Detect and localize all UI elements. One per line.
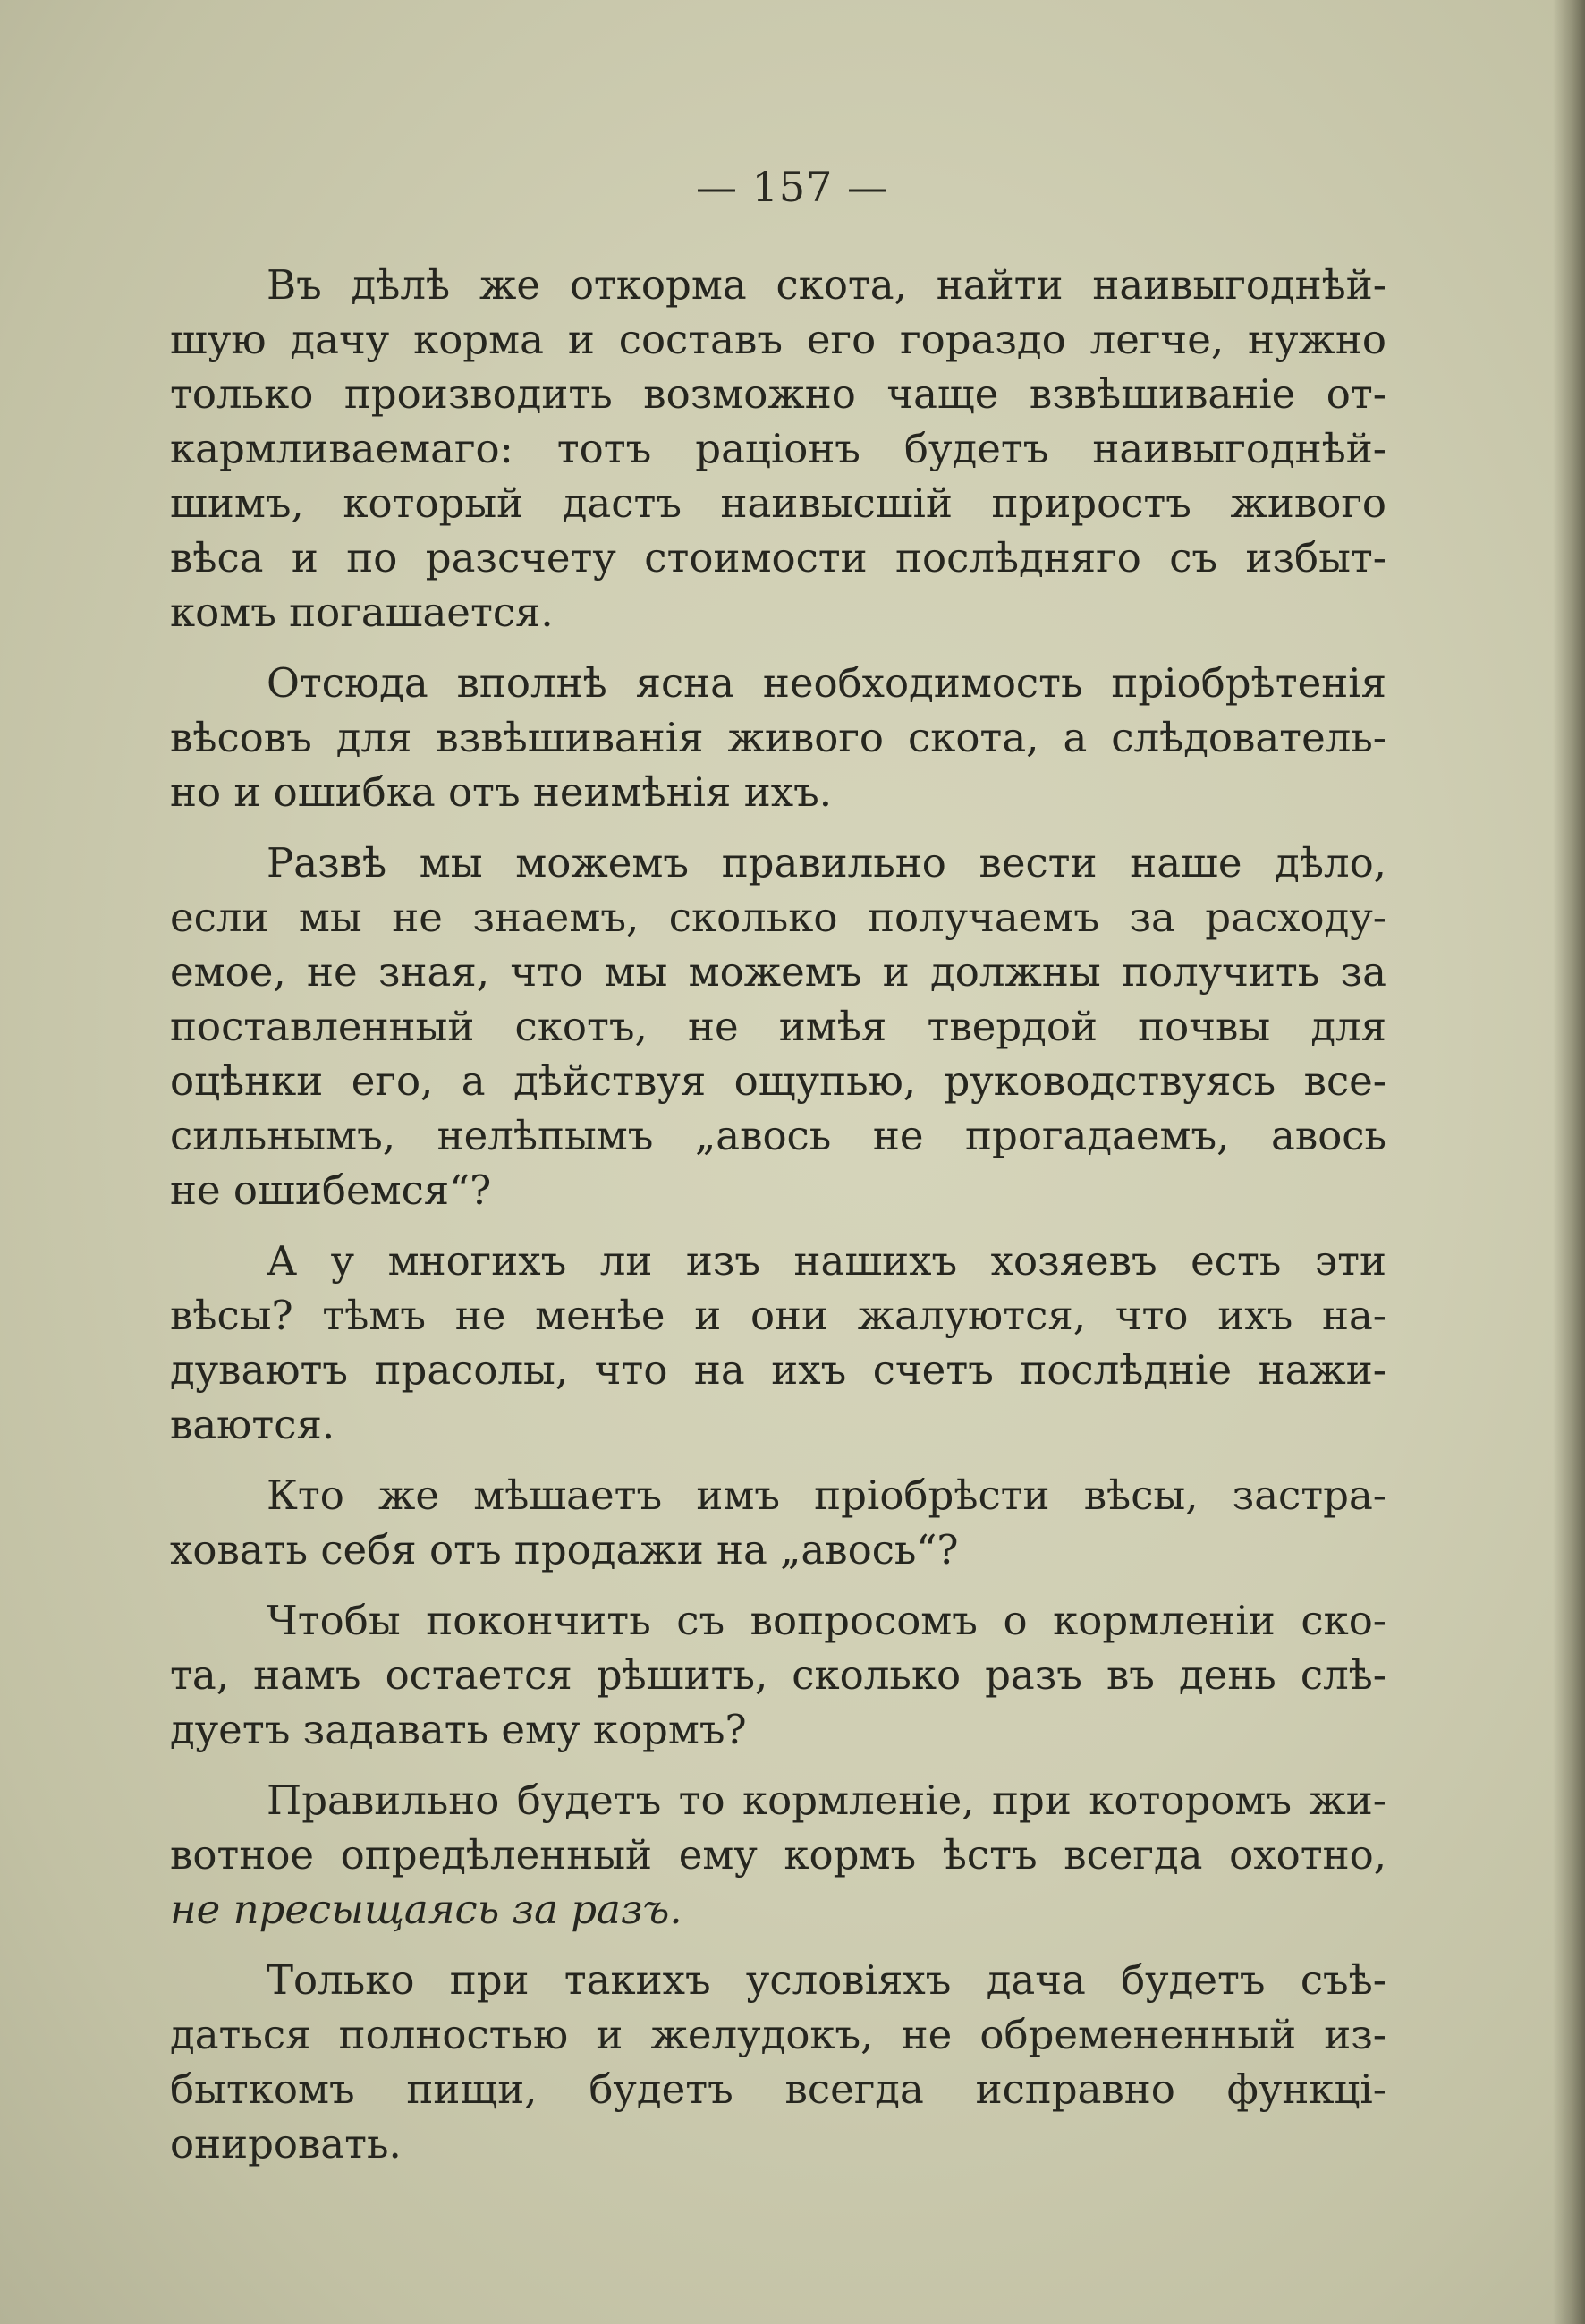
paragraph: [170, 1773, 1386, 1937]
text-line: онировать.: [170, 2120, 402, 2167]
text-line: А у многихъ ли изъ нашихъ хозяевъ есть эти: [267, 1237, 1386, 1285]
paragraph: [170, 1468, 1386, 1577]
text-line: если мы не знаемъ, сколько получаемъ за расходу-: [170, 894, 1386, 941]
text-line: вѣса и по разсчету стоимости послѣдняго съ избыт-: [170, 534, 1386, 581]
paragraph: [170, 1953, 1386, 2171]
text-line: вотное опредѣленный ему кормъ ѣстъ всегда охотно,: [170, 1831, 1386, 1879]
text-line: ваются.: [170, 1401, 335, 1448]
text-line: поставленный скотъ, не имѣя твердой почвы для: [170, 1003, 1386, 1050]
text-line: комъ погашается.: [170, 589, 554, 636]
paragraph: [170, 1593, 1386, 1757]
text-line: Чтобы покончить съ вопросомъ о кормленіи ско-: [267, 1597, 1386, 1644]
paragraph: [170, 656, 1386, 819]
text-line: быткомъ пищи, будетъ всегда исправно функці-: [170, 2065, 1386, 2113]
text-line: емое, не зная, что мы можемъ и должны получить за: [170, 948, 1386, 996]
text-line: кармливаемаго: тотъ раціонъ будетъ наивыгоднѣй-: [170, 425, 1386, 472]
text-line: оцѣнки его, а дѣйствуя ощупью, руководствуясь все-: [170, 1057, 1386, 1105]
text-line: Только при такихъ условіяхъ дача будетъ съѣ-: [267, 1956, 1386, 2004]
text-line: не пресыщаясь за разъ.: [170, 1886, 682, 1933]
paragraph: [170, 258, 1386, 640]
text-line: шимъ, который дастъ наивысшій приростъ живого: [170, 479, 1386, 527]
text-line: шую дачу корма и составъ его гораздо легче, нужно: [170, 316, 1386, 363]
text-line: дуваютъ прасолы, что на ихъ счетъ послѣдніе нажи-: [170, 1346, 1386, 1394]
paragraph: [170, 835, 1386, 1217]
text-line: сильнымъ, нелѣпымъ „авось не прогадаемъ, авось: [170, 1112, 1386, 1159]
text-line: Правильно будетъ то кормленіе, при которомъ жи-: [267, 1777, 1386, 1824]
body-text: [170, 258, 1386, 2171]
text-line: даться полностью и желудокъ, не обремененный из-: [170, 2011, 1386, 2058]
text-line: не ошибемся“?: [170, 1166, 492, 1214]
text-line: Кто же мѣшаетъ имъ пріобрѣсти вѣсы, застра-: [267, 1472, 1386, 1519]
text-line: ховать себя отъ продажи на „авось“?: [170, 1526, 959, 1573]
text-line: дуетъ задавать ему кормъ?: [170, 1706, 747, 1753]
text-line: та, намъ остается рѣшить, сколько разъ въ день слѣ-: [170, 1651, 1386, 1699]
text-line: Развѣ мы можемъ правильно вести наше дѣло,: [267, 839, 1386, 886]
text-line: только производить возможно чаще взвѣшиваніе от-: [170, 370, 1386, 418]
text-line: вѣсы? тѣмъ не менѣе и они жалуются, что ихъ на-: [170, 1292, 1386, 1339]
text-line: Въ дѣлѣ же откорма скота, найти наивыгоднѣй-: [267, 261, 1386, 309]
page-edge-shadow: [1553, 0, 1585, 2324]
text-line: но и ошибка отъ неимѣнія ихъ.: [170, 768, 833, 816]
paragraph: [170, 1234, 1386, 1452]
text-line: Отсюда вполнѣ ясна необходимость пріобрѣтенія: [267, 659, 1386, 707]
page-number: — 157 —: [695, 163, 890, 211]
text-line: вѣсовъ для взвѣшиванія живого скота, а слѣдователь-: [170, 714, 1386, 761]
